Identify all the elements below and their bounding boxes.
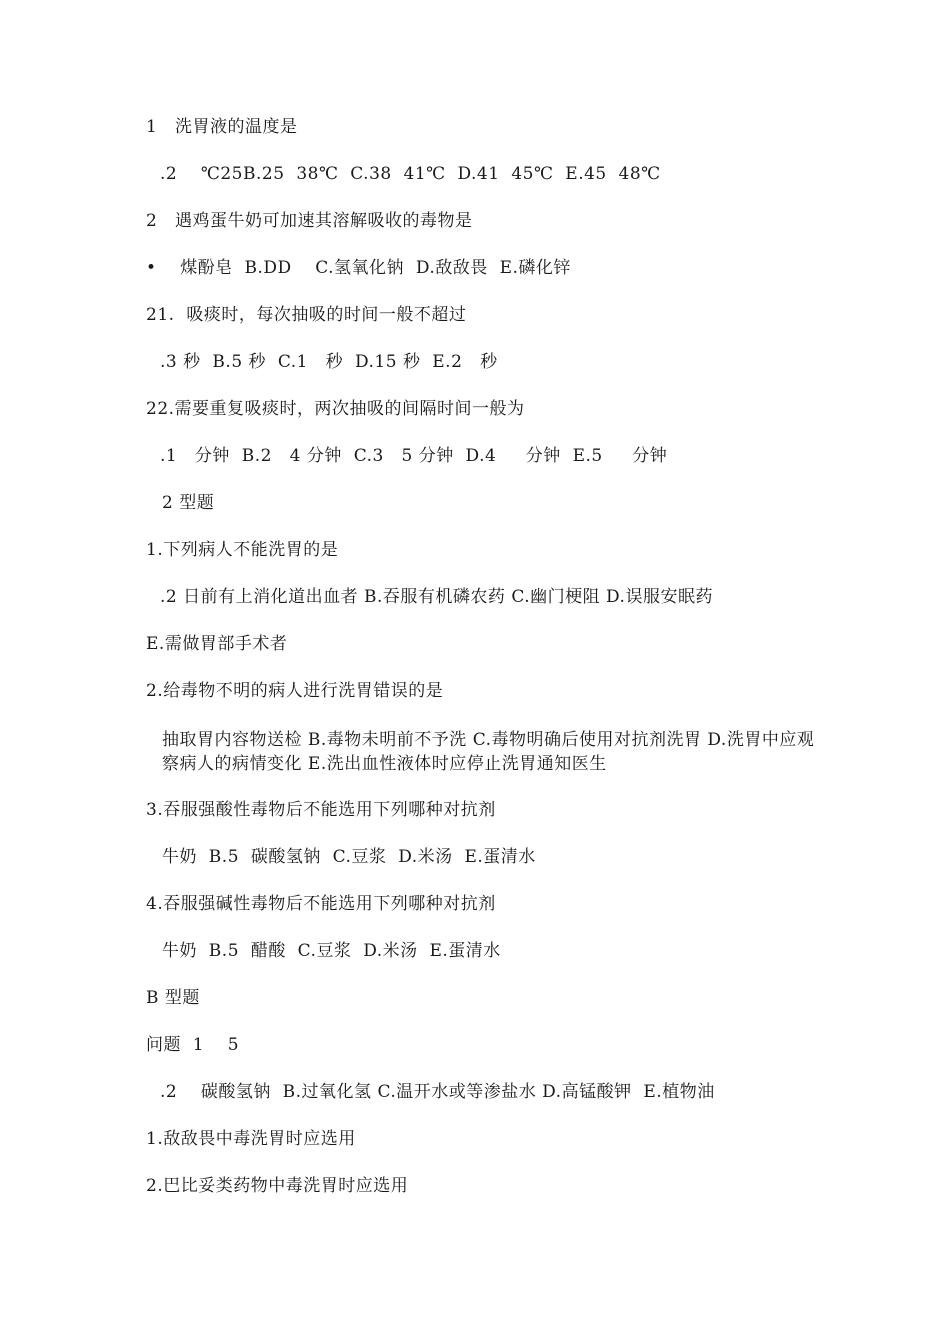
question-s2-2: 2.给毒物不明的病人进行洗胃错误的是: [146, 681, 444, 701]
question-s2-3: 3.吞服强酸性毒物后不能选用下列哪种对抗剂: [146, 800, 496, 820]
question-22-options: .1 分钟 B.2 4 分钟 C.3 5 分钟 D.4 分钟 E.5 分钟: [160, 446, 668, 466]
question-b-2: 2.巴比妥类药物中毒洗胃时应选用: [146, 1176, 409, 1196]
section-heading: 2 型题: [162, 493, 215, 513]
question-s2-4: 4.吞服强碱性毒物后不能选用下列哪种对抗剂: [146, 894, 496, 914]
question-s2-1-options-cont: E.需做胃部手术者: [146, 634, 288, 654]
question-s2-2-options: 抽取胃内容物送检 B.毒物未明前不予洗 C.毒物明确后使用对抗剂洗胃 D.洗胃中应观察病人的病情变化 E.洗出血性液体时应停止洗胃通知医生: [162, 730, 815, 774]
question-21: 21. 吸痰时，每次抽吸的时间一般不超过: [146, 305, 467, 325]
question-2: 2 遇鸡蛋牛奶可加速其溶解吸收的毒物是: [146, 211, 473, 231]
question-1: 1 洗胃液的温度是: [146, 117, 298, 137]
question-21-options: .3 秒 B.5 秒 C.1 秒 D.15 秒 E.2 秒: [160, 352, 498, 372]
question-22: 22.需要重复吸痰时，两次抽吸的间隔时间一般为: [146, 399, 525, 419]
question-b-1: 1.敌敌畏中毒洗胃时应选用: [146, 1129, 356, 1149]
question-2-options: • 煤酚皂 B.DD C.氢氧化钠 D.敌敌畏 E.磷化锌: [146, 258, 571, 278]
question-group-label: 问题 1 5: [146, 1035, 240, 1055]
question-group-options: .2 碳酸氢钠 B.过氧化氢 C.温开水或等渗盐水 D.高锰酸钾 E.植物油: [160, 1082, 715, 1102]
question-1-options: .2 ℃25B.25 38℃ C.38 41℃ D.41 45℃ E.45 48℃: [160, 164, 661, 184]
question-s2-3-options: 牛奶 B.5 碳酸氢钠 C.豆浆 D.米汤 E.蛋清水: [162, 847, 536, 867]
section-heading-b: B 型题: [146, 988, 200, 1008]
question-s2-4-options: 牛奶 B.5 醋酸 C.豆浆 D.米汤 E.蛋清水: [162, 941, 501, 961]
question-s2-1: 1.下列病人不能洗胃的是: [146, 540, 339, 560]
question-s2-1-options: .2 日前有上消化道出血者 B.吞服有机磷农药 C.幽门梗阻 D.误服安眠药: [160, 587, 713, 607]
